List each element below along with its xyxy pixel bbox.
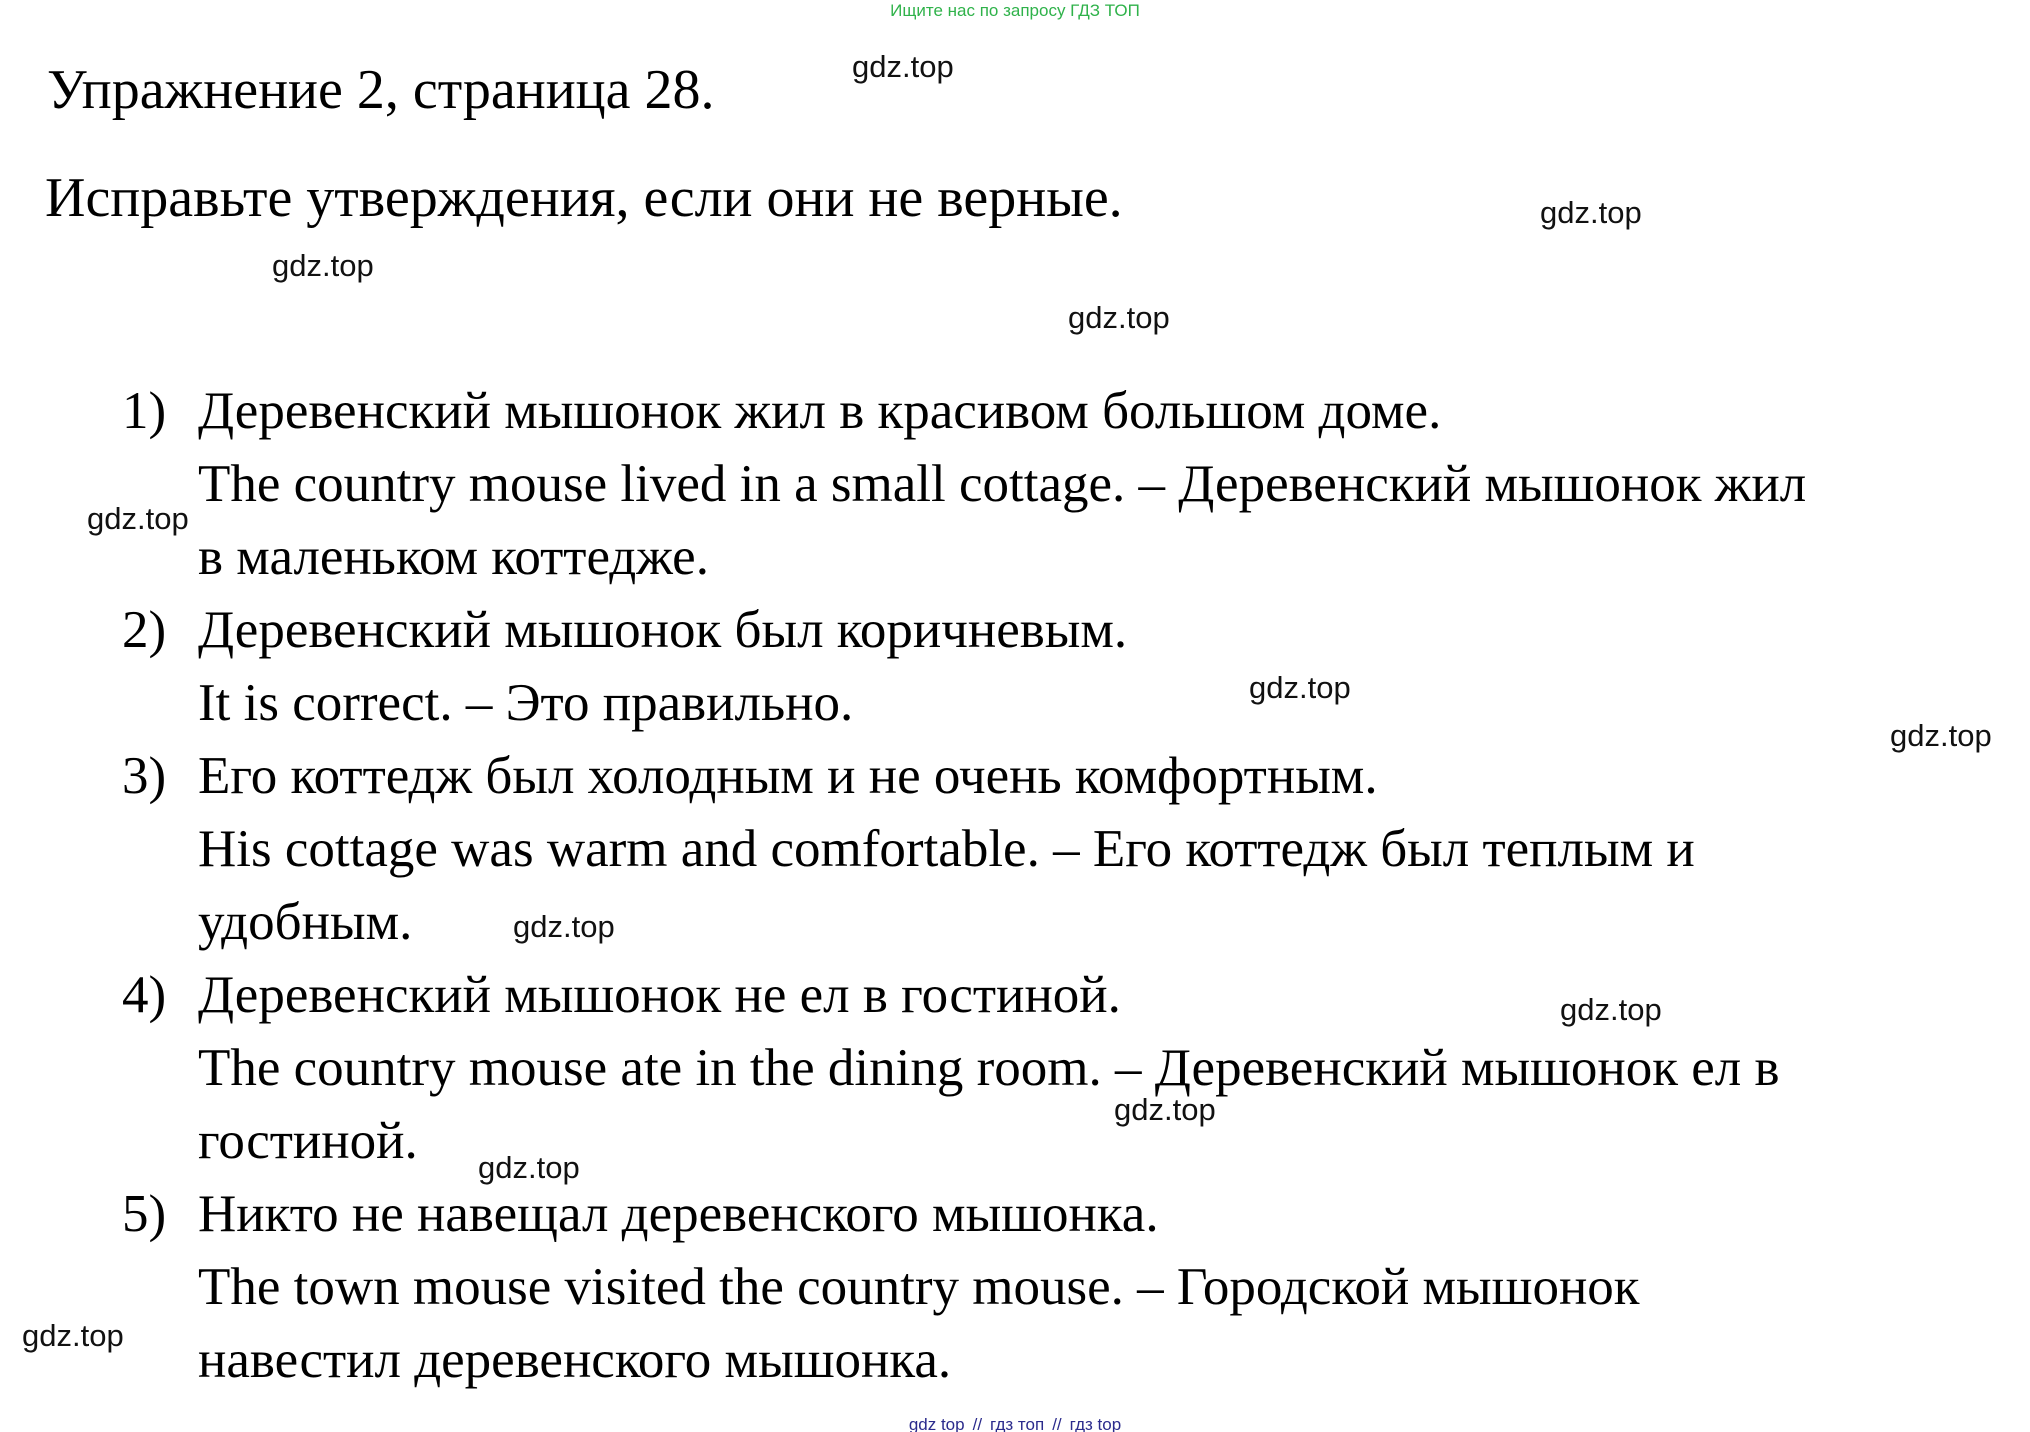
exercise-instruction: Исправьте утверждения, если они не верные. [45, 167, 1123, 229]
watermark: gdz.top [1068, 300, 1170, 335]
watermark: gdz.top [852, 49, 954, 84]
watermark: gdz.top [1249, 670, 1351, 705]
list-item [0, 375, 2030, 594]
item-statement: Его коттедж был холодным и не очень комфортным. [198, 747, 1378, 805]
item-statement: Деревенский мышонок жил в красивом большом доме. [198, 382, 1442, 440]
item-number: 1) [122, 382, 167, 440]
item-statement: Деревенский мышонок не ел в гостиной. [198, 966, 1121, 1024]
footer-text: гдз топ [990, 1415, 1045, 1432]
watermark: gdz.top [478, 1150, 580, 1185]
list-item [0, 740, 2030, 959]
footer-text: гдз top [1069, 1415, 1122, 1432]
item-number: 4) [122, 966, 167, 1024]
item-answer-line: His cottage was warm and comfortable. – Его коттедж был теплым и [198, 820, 1695, 878]
list-item [0, 1178, 2030, 1397]
item-number: 3) [122, 747, 167, 805]
list-item [0, 594, 2030, 740]
item-answer-line: гостиной. [198, 1112, 418, 1170]
watermark: gdz.top [1540, 195, 1642, 230]
footer-separator: // [972, 1415, 983, 1432]
watermark: gdz.top [1114, 1092, 1216, 1127]
item-answer-line: удобным. [198, 893, 413, 951]
item-number: 2) [122, 601, 167, 659]
item-answer-line: The country mouse ate in the dining room. – Деревенский мышонок ел в [198, 1039, 1780, 1097]
footer-separator: // [1052, 1415, 1062, 1432]
watermark: gdz.top [1890, 718, 1992, 753]
top-banner: Ищите нас по запросу ГДЗ ТОП [890, 1, 1140, 20]
footer-text: gdz top [908, 1415, 965, 1432]
watermark: gdz.top [272, 248, 374, 283]
item-answer-line: The country mouse lived in a small cottage. – Деревенский мышонок жил [198, 455, 1807, 513]
item-answer-line: навестил деревенского мышонка. [198, 1331, 952, 1389]
watermark: gdz.top [1560, 992, 1662, 1027]
exercise-list [0, 375, 2030, 1397]
footer-links [0, 1415, 2030, 1432]
item-answer-line: в маленьком коттедже. [198, 528, 709, 586]
list-item [0, 959, 2030, 1178]
item-answer-line: It is correct. – Это правильно. [198, 674, 854, 732]
page-title: Упражнение 2, страница 28. [47, 59, 715, 121]
watermark: gdz.top [87, 501, 189, 536]
item-statement: Никто не навещал деревенского мышонка. [198, 1185, 1159, 1243]
item-answer-line: The town mouse visited the country mouse. – Городской мышонок [198, 1258, 1640, 1316]
item-number: 5) [122, 1185, 167, 1243]
item-statement: Деревенский мышонок был коричневым. [198, 601, 1128, 659]
watermark: gdz.top [513, 909, 615, 944]
watermark: gdz.top [22, 1318, 124, 1353]
